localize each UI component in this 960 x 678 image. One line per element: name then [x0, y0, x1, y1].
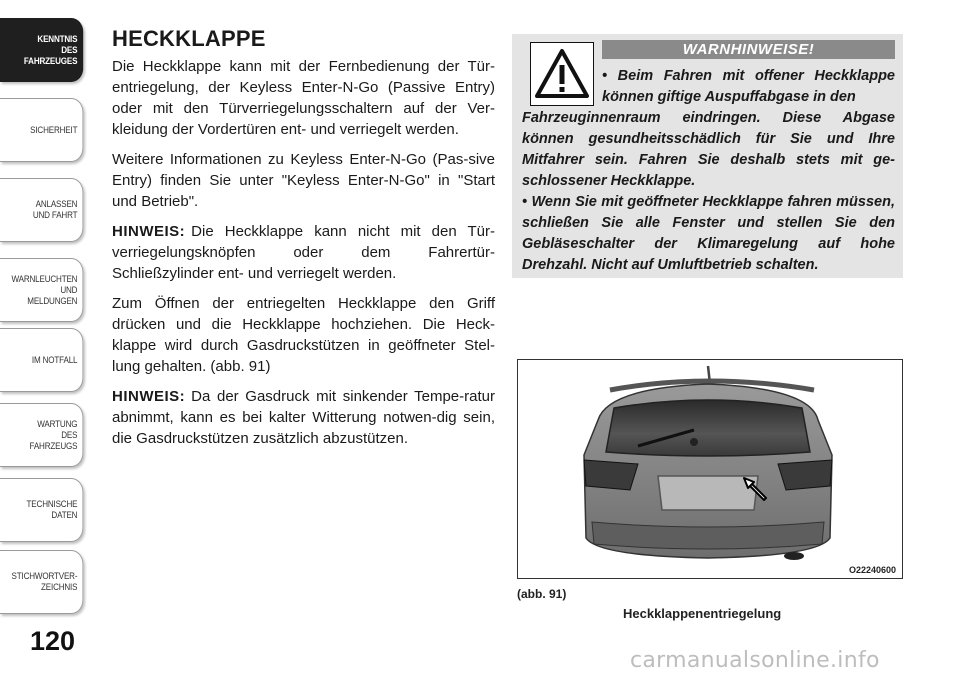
- tab-label: KENNTNIS: [37, 33, 78, 45]
- warning-item-1-rest: Fahrzeuginnenraum eindringen. Diese Abgase können gesundheitsschädlich für Sie und Ihre Mitfahrer sein. Fahren Sie deshalb stets mit ge-schlossener Heckklappe.: [522, 110, 895, 189]
- tab-label: STICHWORTVER-: [11, 571, 78, 582]
- tab-label: DATEN: [51, 510, 78, 521]
- tab-stichwortverzeichnis[interactable]: [0, 550, 83, 614]
- car-rear-illustration: [518, 360, 902, 578]
- tab-label: UND FAHRT: [32, 210, 78, 221]
- section-heading: HECKKLAPPE: [112, 26, 266, 51]
- warning-title: WARNHINWEISE!: [602, 40, 895, 59]
- note-label: HINWEIS:: [112, 388, 186, 405]
- figure-caption: Heckklappenentriegelung: [623, 606, 782, 621]
- tab-label: UND: [60, 284, 78, 296]
- main-text-column: [112, 26, 495, 458]
- tab-label: IM NOTFALL: [31, 354, 78, 366]
- note-paragraph: [112, 221, 495, 284]
- figure-liftgate: [517, 359, 903, 579]
- page-number: 120: [30, 626, 76, 656]
- tab-sicherheit[interactable]: [0, 98, 83, 162]
- tab-anlassen-und-fahrt[interactable]: [0, 178, 83, 242]
- note-label: HINWEIS:: [112, 223, 186, 240]
- figure-code: O22240600: [848, 565, 896, 575]
- tab-label: ZEICHNIS: [41, 582, 78, 593]
- note-text: Da der Gasdruck mit sinkender Tempe-ratur abnimmt, kann es bei kalter Witterung notwen-dig sein, die Gasdruckstützen zusätzlich abzustützen.: [112, 388, 495, 447]
- paragraph-intro: Die Heckklappe kann mit der Fernbedienung der Tür-entriegelung, der Keyless Enter-N-Go (Passive Entry) oder mit den Türverriegelungsschaltern auf der Ver-kleidung der Vordertüren ent- und verriegelt werden.: [112, 58, 495, 138]
- tab-technische-daten[interactable]: [0, 478, 83, 542]
- tab-label: FAHRZEUGS: [29, 440, 78, 452]
- watermark: carmanualsonline.info: [630, 648, 880, 673]
- tab-label: SICHERHEIT: [30, 124, 78, 136]
- tab-label: WARTUNG: [37, 418, 78, 430]
- note-text: Die Heckklappe kann nicht mit den Tür-verriegelungsknöpfen oder dem Fahrertür-Schließzylinder ent- und verriegelt werden.: [112, 223, 495, 282]
- tab-label: MELDUNGEN: [27, 295, 78, 307]
- warning-item-2: • Wenn Sie mit geöffneter Heckklappe fahren müssen, schließen Sie alle Fenster und stellen Sie den Gebläseschalter der Klimaregelung auf hohe Drehzahl. Nicht auf Umluftbetrieb schalten.: [522, 194, 895, 273]
- warning-item-1-start: • Beim Fahren mit offener Heckklappe können giftige Auspuffabgase in den: [602, 68, 895, 105]
- warning-triangle-icon: [530, 42, 594, 106]
- tab-wartung-des-fahrzeugs[interactable]: [0, 403, 83, 467]
- tab-label: WARNLEUCHTEN: [11, 273, 78, 285]
- note-paragraph: [112, 386, 495, 449]
- tab-warnleuchten-und-meldungen[interactable]: [0, 258, 83, 322]
- warning-box: [512, 34, 903, 278]
- figure-reference: (abb. 91): [517, 587, 567, 601]
- tab-label: DES: [61, 44, 78, 56]
- tab-im-notfall[interactable]: [0, 328, 83, 392]
- paragraph-keyless: Weitere Informationen zu Keyless Enter-N-Go (Pas-sive Entry) finden Sie unter "Keyless Enter-N-Go" in "Start und Betrieb".: [112, 151, 495, 210]
- tab-label: ANLASSEN: [35, 199, 78, 210]
- tab-kenntnis-des-fahrzeuges[interactable]: [0, 18, 83, 82]
- tab-label: FAHRZEUGES: [23, 55, 78, 67]
- paragraph-opening: Zum Öffnen der entriegelten Heckklappe den Griff drücken und die Heckklappe hochziehen. Die Heck-klappe wird durch Gasdruckstützen in geöffneter Stel-lung gehalten. (abb. 91): [112, 295, 495, 375]
- tab-label: TECHNISCHE: [26, 499, 78, 510]
- tab-label: DES: [61, 429, 78, 441]
